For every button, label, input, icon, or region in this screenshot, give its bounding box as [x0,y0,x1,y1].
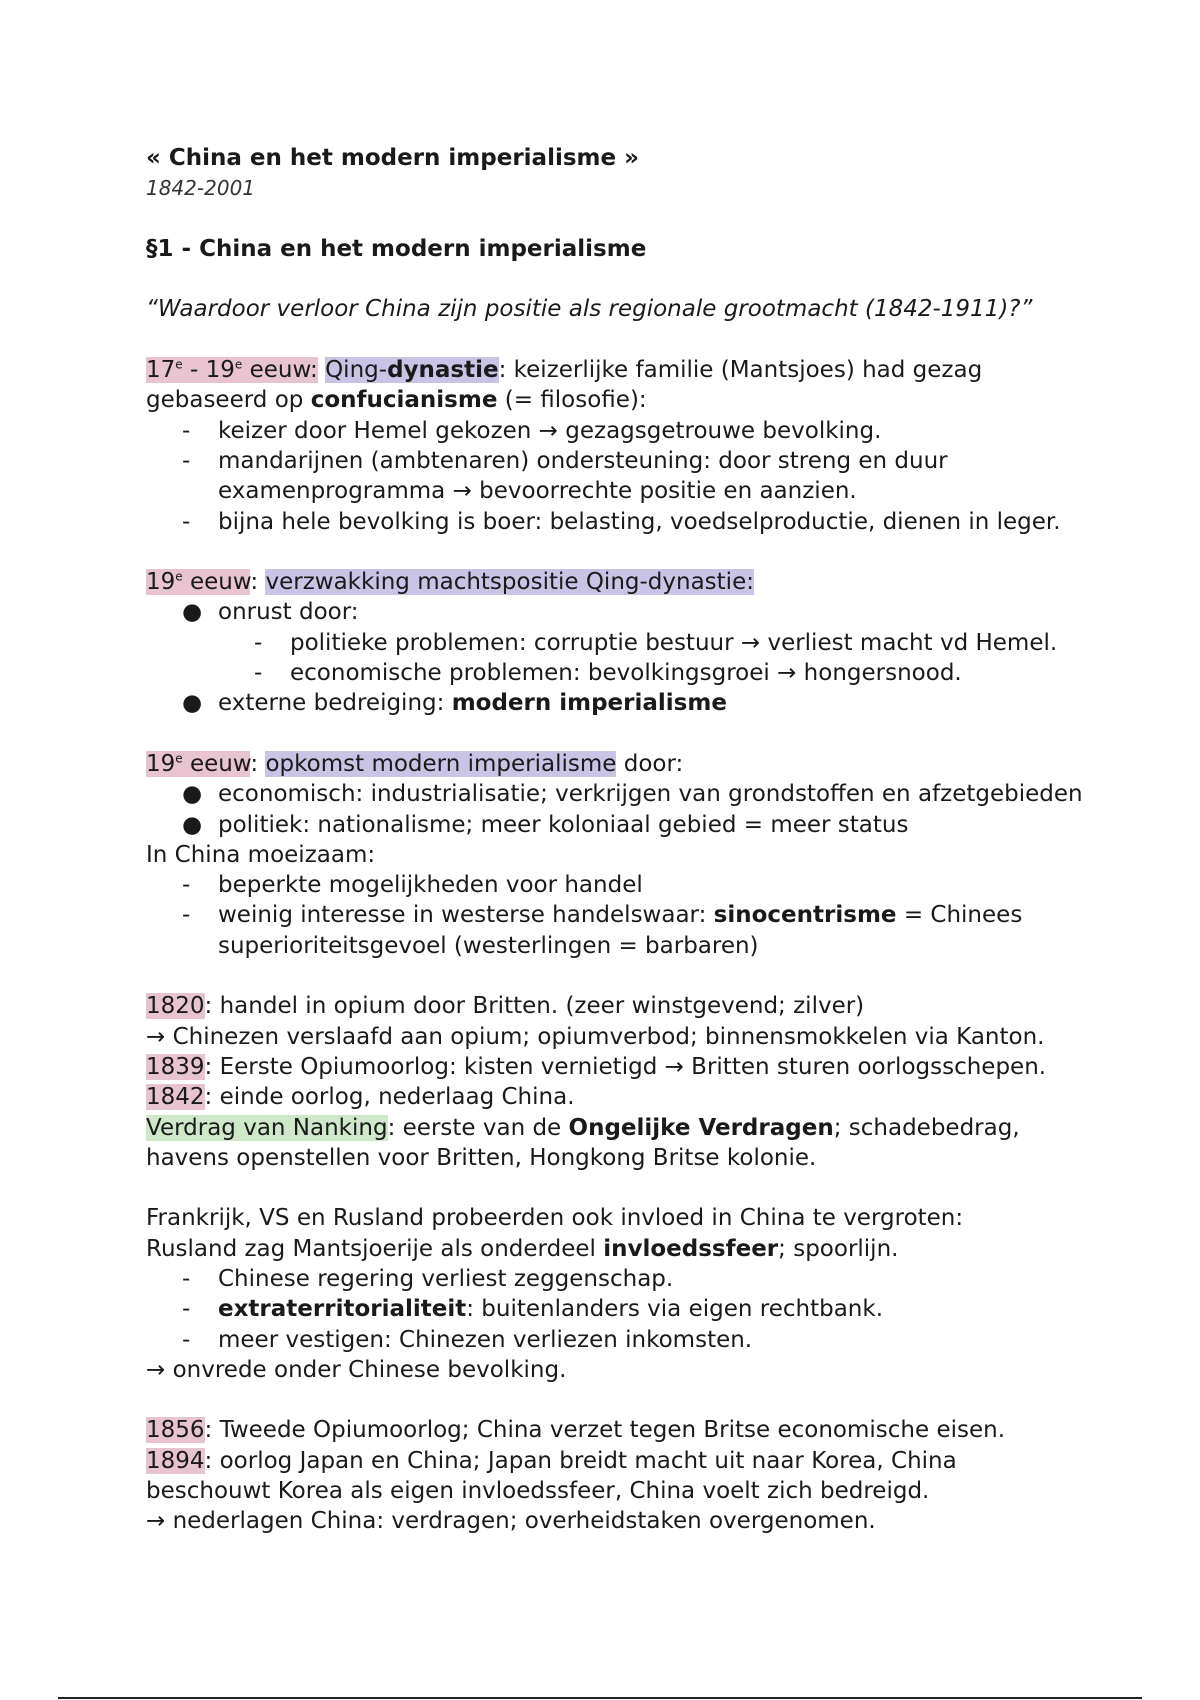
year-highlight: 1820 [146,993,205,1020]
dash-marker: - [182,1296,191,1323]
dash-marker: - [182,872,191,899]
year-highlight: 1839 [146,1053,205,1080]
document-title: « China en het modern imperialisme » [146,145,639,171]
list-item-continuation: examenprogramma → bevoorrechte positie en aanzien. [218,478,857,505]
list-item: ● politiek: nationalisme; meer koloniaal gebied = meer status [146,810,1106,840]
era-highlight: 19e eeuw [146,569,251,596]
list-item: ● onrust door: [146,597,1106,627]
dash-marker: - [182,1265,191,1292]
timeline-line: havens openstellen voor Britten, Hongkong Britse kolonie. [146,1144,817,1171]
central-question: “Waardoor verloor China zijn positie als regionale grootmacht (1842-1911)?” [146,296,1033,323]
bullet-marker: ● [182,781,203,808]
era-highlight: 17e - 19e eeuw: [146,357,318,384]
imperialism-heading: 19e eeuw: opkomst modern imperialisme door: [146,750,684,777]
timeline-line: 1894: oorlog Japan en China; Japan breidt macht uit naar Korea, China [146,1447,957,1474]
timeline-line: → nederlagen China: verdragen; overheidstaken overgenomen. [146,1508,876,1535]
bullet-marker: ● [182,811,203,838]
dash-marker: - [254,629,263,656]
year-highlight: 1842 [146,1084,205,1111]
list-item: ● externe bedreiging: modern imperialisme [146,688,1106,718]
bullet-marker: ● [182,690,203,717]
era-highlight: 19e eeuw [146,750,251,777]
list-item-continuation: superioriteitsgevoel (westerlingen = barbaren) [218,932,759,959]
list-item: - politieke problemen: corruptie bestuur → verliest macht vd Hemel. [146,628,1106,658]
page-bottom-rule [58,1697,1142,1699]
qing-paragraph-line2: gebaseerd op confucianisme (= filosofie): [146,387,647,414]
topic-highlight: opkomst modern imperialisme [265,750,617,777]
list-item: - extraterritorialiteit: buitenlanders via eigen rechtbank. [146,1294,1106,1324]
qing-paragraph-line1: 17e - 19e eeuw: Qing-dynastie: keizerlijke familie (Mantsjoes) had gezag [146,357,983,384]
list-item: - mandarijnen (ambtenaren) ondersteuning: door streng en duur [146,446,1106,476]
china-difficulty-line: In China moeizaam: [146,841,376,868]
timeline-line: beschouwt Korea als eigen invloedssfeer, China voelt zich bedreigd. [146,1478,930,1505]
list-item: - meer vestigen: Chinezen verliezen inkomsten. [146,1325,1106,1355]
list-item: - bijna hele bevolking is boer: belasting, voedselproductie, dienen in leger. [146,507,1106,537]
powers-result: → onvrede onder Chinese bevolking. [146,1356,567,1383]
document-dates: 1842-2001 [146,176,256,201]
powers-line: Frankrijk, VS en Rusland probeerden ook invloed in China te vergroten: [146,1205,964,1232]
list-item: - economische problemen: bevolkingsgroei → hongersnood. [146,658,1106,688]
weakening-heading: 19e eeuw: verzwakking machtspositie Qing-dynastie: [146,569,754,596]
document-page [146,143,1106,1537]
dash-marker: - [182,902,191,929]
dash-marker: - [182,508,191,535]
timeline-line: 1839: Eerste Opiumoorlog: kisten vernietigd → Britten sturen oorlogsschepen. [146,1053,1047,1080]
list-item: ● economisch: industrialisatie; verkrijgen van grondstoffen en afzetgebieden [146,779,1106,809]
treaty-highlight: Verdrag van Nanking [146,1114,388,1141]
list-item: - keizer door Hemel gekozen → gezagsgetrouwe bevolking. [146,416,1106,446]
timeline-line: → Chinezen verslaafd aan opium; opiumverbod; binnensmokkelen via Kanton. [146,1023,1045,1050]
qing-dynasty-highlight: Qing-dynastie [325,357,499,384]
timeline-line: 1820: handel in opium door Britten. (zeer winstgevend; zilver) [146,993,865,1020]
list-item: - Chinese regering verliest zeggenschap. [146,1264,1106,1294]
year-highlight: 1894 [146,1447,205,1474]
dash-marker: - [182,1326,191,1353]
dash-marker: - [182,417,191,444]
section-heading: §1 - China en het modern imperialisme [146,235,647,262]
timeline-line: 1856: Tweede Opiumoorlog; China verzet tegen Britse economische eisen. [146,1417,1006,1444]
list-item: - beperkte mogelijkheden voor handel [146,870,1106,900]
topic-highlight: verzwakking machtspositie Qing-dynastie: [265,569,754,596]
bullet-marker: ● [182,599,203,626]
timeline-line: Verdrag van Nanking: eerste van de Ongelijke Verdragen; schadebedrag, [146,1114,1020,1141]
timeline-line: 1842: einde oorlog, nederlaag China. [146,1084,575,1111]
dash-marker: - [254,660,263,687]
list-item: - weinig interesse in westerse handelswaar: sinocentrisme = Chinees [146,900,1106,930]
powers-line: Rusland zag Mantsjoerije als onderdeel invloedssfeer; spoorlijn. [146,1235,899,1262]
dash-marker: - [182,447,191,474]
year-highlight: 1856 [146,1417,205,1444]
